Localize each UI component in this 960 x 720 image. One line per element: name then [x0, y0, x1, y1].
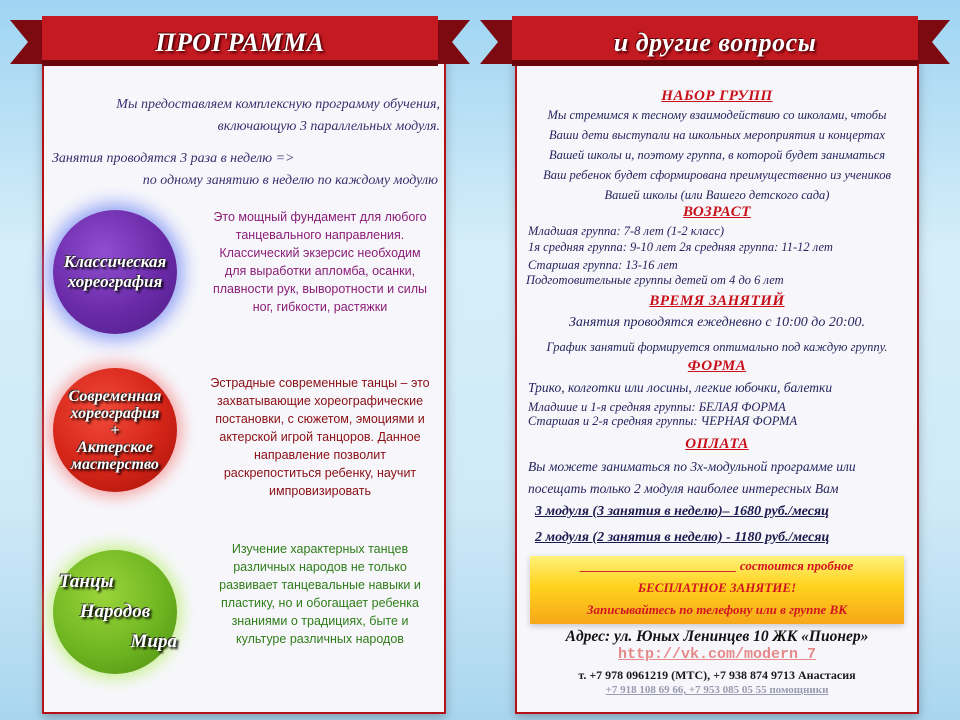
time-line: График занятий формируется оптимально под каждую группу. [546, 340, 888, 354]
circle-label: хореография [70, 404, 160, 422]
time-line: Занятия проводятся ежедневно с 10:00 до 20:00. [568, 315, 866, 330]
circle-label: хореография [67, 272, 163, 291]
world-dances-circle [53, 550, 177, 674]
age-line: Подготовительные группы детей от 4 до 6 лет [526, 273, 784, 287]
circle-label: мастерство [71, 455, 159, 473]
phone-numbers: т. +7 978 0961219 (МТС), +7 938 874 9713 Анастасия [578, 668, 856, 682]
groups-line: Ваши дети выступали на школьных мероприятия и концертах [549, 128, 885, 142]
age-line: Старшая группа: 13-16 лет [528, 258, 678, 272]
modern-choreography-description: Эстрадные современные танцы – это захватывающие хореографические постановки, с сюжетом, эмоциями и актерской игрой танцоров. Данное направление позволит раскрепоститься ребенку, научит импровизировать [210, 376, 430, 498]
uniform-line: Трико, колготки или лосины, легкие юбочки, балетки [528, 380, 833, 395]
payment-line: Вы можете заниматься по 3х-модульной программе или [528, 459, 856, 474]
circle-label: Классическая [63, 252, 167, 271]
price-2-modules: 2 модуля (2 занятия в неделю) - 1180 руб./месяц [535, 530, 830, 545]
payment-heading: ОПЛАТА [685, 436, 749, 452]
uniform-heading: ФОРМА [687, 358, 747, 374]
helper-phones: +7 918 108 69 66, +7 953 085 05 55 помощники [605, 684, 829, 696]
time-heading: ВРЕМЯ ЗАНЯТИЙ [649, 293, 785, 309]
circle-label: + [110, 421, 120, 439]
intro-line-3: Занятия проводятся 3 раза в неделю => [52, 151, 295, 166]
promo-line: Записывайтесь по телефону или в группе ВК [586, 602, 848, 617]
groups-line: Мы стремимся к тесному взаимодействию со школами, чтобы [547, 108, 887, 122]
groups-line: Вашей школы (или Вашего детского сада) [604, 188, 830, 202]
intro-line-2: включающую 3 параллельных модуля. [217, 119, 440, 134]
questions-ribbon [480, 14, 950, 72]
classical-choreography-description: Это мощный фундамент для любого танцевального направления. Классический экзерсис необходим для выработки апломба, осанки, плавности рук, выворотности и силы ног, гибкости, растяжки [212, 210, 428, 314]
address: Адрес: ул. Юных Ленинцев 10 ЖК «Пионер» [565, 628, 869, 645]
circle-label: Танцы [59, 571, 114, 592]
intro-line-1: Мы предоставляем комплексную программу обучения, [116, 97, 440, 112]
price-3-modules: 3 модуля (3 занятия в неделю)– 1680 руб./месяц [535, 504, 829, 519]
circle-label: Актерское [77, 438, 153, 456]
circle-label: Современная [68, 387, 162, 405]
questions-title: и другие вопросы [613, 28, 817, 57]
groups-heading: НАБОР ГРУПП [661, 88, 773, 104]
circle-label: Народов [79, 601, 151, 622]
age-line: Младшая группа: 7-8 лет (1-2 класс) [528, 224, 725, 238]
intro-line-4: по одному занятию в неделю по каждому модулю [142, 173, 438, 188]
classical-choreography-circle [53, 210, 177, 334]
age-line: 1я средняя группа: 9-10 лет 2я средняя группа: 11-12 лет [528, 240, 833, 254]
program-ribbon [10, 14, 470, 72]
circle-label: Мира [130, 631, 177, 652]
groups-line: Вашей школы и, поэтому группа, в которой будет заниматься [548, 148, 886, 162]
promo-line: БЕСПЛАТНОЕ ЗАНЯТИЕ! [637, 580, 797, 595]
program-title: ПРОГРАММА [155, 28, 325, 57]
payment-line: посещать только 2 модуля наиболее интересных Вам [528, 481, 839, 496]
groups-line: Ваш ребенок будет сформирована преимущественно из учеников [543, 168, 891, 182]
modern-choreography-circle [53, 368, 177, 492]
promo-line: ________________________ состоится пробное [580, 558, 854, 573]
world-dances-description: Изучение характерных танцев различных народов не только развивает танцевальные навыки и пластику, но и обогащает ребенка знаниями о традициях, быте и культуре различных народов [219, 542, 421, 646]
uniform-line: Младшие и 1-я средняя группы: БЕЛАЯ ФОРМА [528, 400, 786, 414]
age-heading: ВОЗРАСТ [683, 204, 751, 220]
vk-link[interactable]: http://vk.com/modern_7 [617, 646, 817, 663]
free-trial-banner [530, 556, 904, 624]
uniform-line: Старшая и 2-я средняя группы: ЧЕРНАЯ ФОРМА [528, 414, 798, 428]
